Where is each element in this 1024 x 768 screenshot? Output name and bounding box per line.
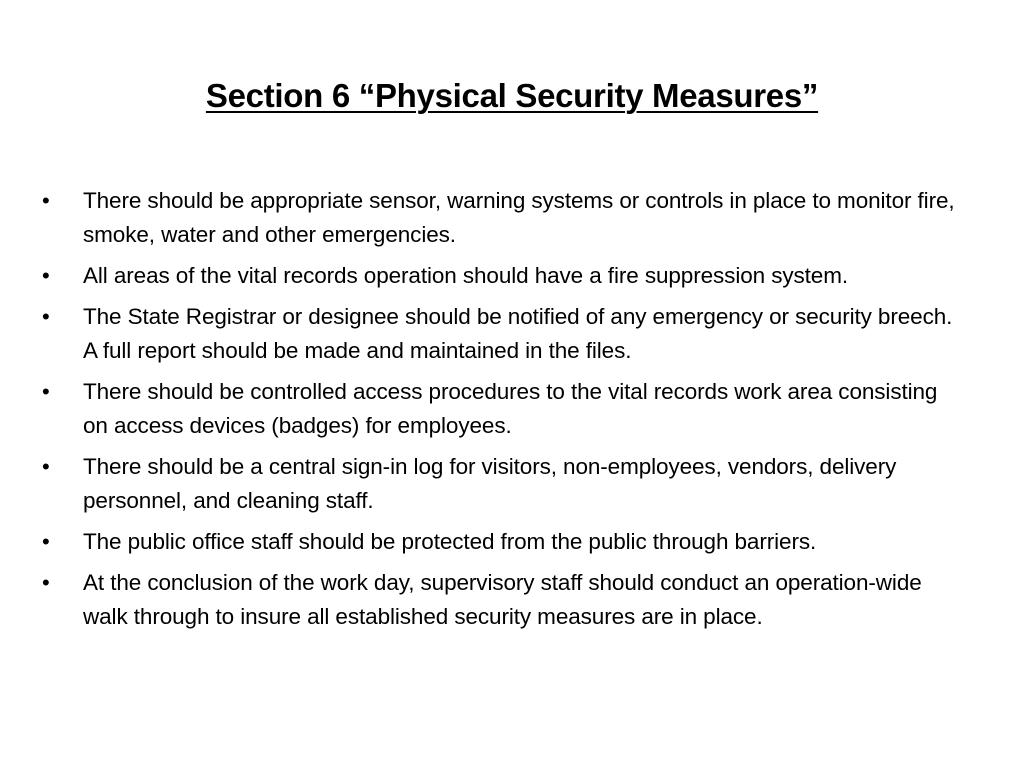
bullet-dot-icon: • bbox=[42, 263, 50, 288]
bullet-item bbox=[40, 566, 960, 634]
bullet-dot-icon: • bbox=[42, 188, 50, 213]
bullet-text: There should be a central sign-in log for visitors, non-employees, vendors, delivery personnel, and cleaning staff. bbox=[83, 454, 897, 513]
bullet-item bbox=[40, 184, 960, 252]
bullet-list bbox=[40, 184, 960, 641]
bullet-item bbox=[40, 450, 960, 518]
bullet-item bbox=[40, 375, 960, 443]
bullet-dot-icon: • bbox=[42, 570, 50, 595]
bullet-dot-icon: • bbox=[42, 454, 50, 479]
bullet-dot-icon: • bbox=[42, 529, 50, 554]
bullet-item bbox=[40, 525, 960, 559]
bullet-text: There should be controlled access procedures to the vital records work area consisting on access devices (badges) for employees. bbox=[83, 379, 938, 438]
bullet-item bbox=[40, 259, 960, 293]
bullet-text: There should be appropriate sensor, warning systems or controls in place to monitor fire, smoke, water and other emergencies. bbox=[83, 188, 955, 247]
bullet-dot-icon: • bbox=[42, 379, 50, 404]
slide-title: Section 6 “Physical Security Measures” bbox=[205, 77, 819, 114]
bullet-text: The public office staff should be protected from the public through barriers. bbox=[83, 529, 817, 554]
bullet-text: All areas of the vital records operation should have a fire suppression system. bbox=[83, 263, 848, 288]
bullet-text: The State Registrar or designee should be notified of any emergency or security breech. A full report should be made and maintained in the files. bbox=[83, 304, 953, 363]
bullet-text: At the conclusion of the work day, supervisory staff should conduct an operation-wide walk through to insure all established security measures are in place. bbox=[83, 570, 922, 629]
bullet-dot-icon: • bbox=[42, 304, 50, 329]
bullet-item bbox=[40, 300, 960, 368]
